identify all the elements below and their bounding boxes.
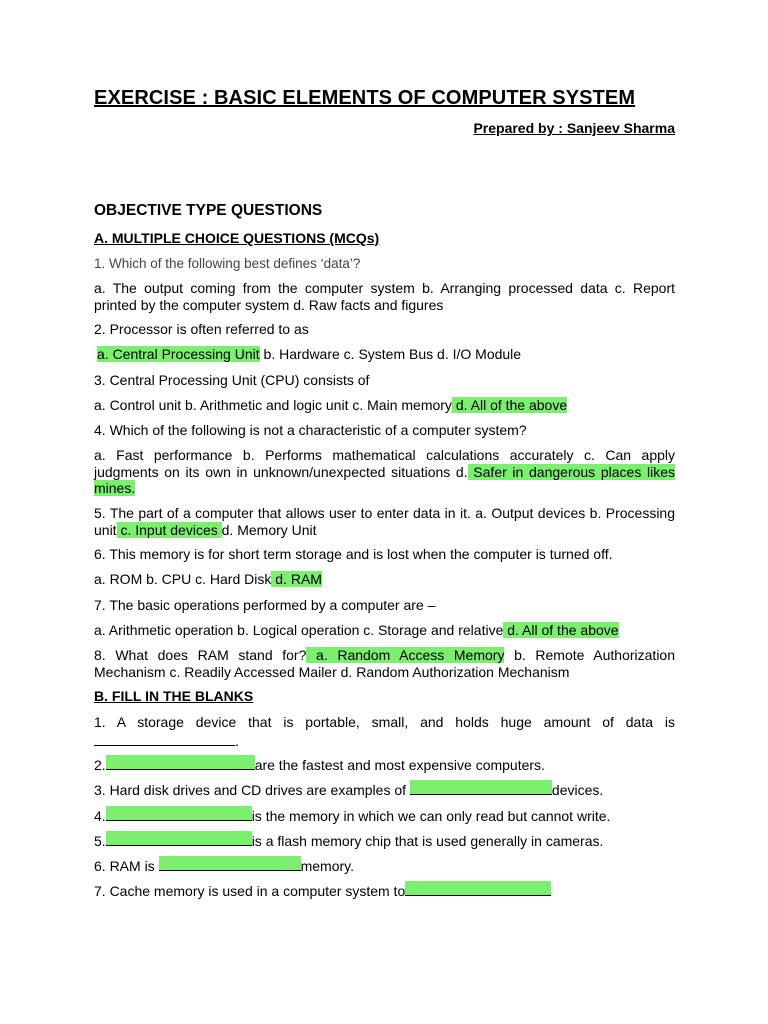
fill-heading: B. FILL IN THE BLANKS (94, 688, 254, 704)
mcq-5-answer-highlight: c. Input devices (116, 521, 222, 538)
fill-5-text: is a flash memory chip that is used generally in cameras. (251, 833, 604, 849)
mcq-2-options (94, 346, 675, 363)
fill-2-text: are the fastest and most expensive computers. (254, 757, 545, 773)
mcq-heading: A. MULTIPLE CHOICE QUESTIONS (MCQs) (94, 230, 380, 246)
mcq-2-rest: b. Hardware c. System Bus d. I/O Module (259, 346, 522, 362)
mcq-8-rest: b. Remote Authorization Mechanism c. Readily Accessed Mailer d. Random Authorization Mechanism (94, 647, 676, 680)
fill-5-number: 5. (94, 833, 106, 849)
mcq-8-block (94, 647, 675, 680)
fill-7-line (94, 881, 675, 900)
fill-1-block (94, 714, 675, 749)
fill-6-line (94, 856, 675, 875)
mcq-3-choices: a. Control unit b. Arithmetic and logic unit c. Main memory (94, 397, 452, 413)
fill-1-end: . (235, 732, 239, 749)
mcq-5-question: 5. The part of a computer that allows user to enter data in it. a. Output devices b. Processing unit (94, 505, 675, 538)
fill-3-text: 3. Hard disk drives and CD drives are examples of (94, 782, 410, 798)
mcq-5-rest: d. Memory Unit (221, 521, 317, 538)
mcq-7-choices: a. Arithmetic operation b. Logical operation c. Storage and relative (94, 622, 504, 638)
mcq-8-answer-highlight: a. Random Access Memory (306, 647, 505, 663)
mcq-2-answer-highlight: a. Central Processing Unit (97, 346, 260, 362)
fill-2-number: 2. (94, 757, 106, 773)
mcq-6-answer-highlight: d. RAM (271, 571, 322, 587)
fill-6-blank[interactable] (159, 856, 301, 871)
fill-4-number: 4. (94, 808, 106, 824)
fill-3-line (94, 780, 675, 799)
mcq-1-question: 1. Which of the following best defines ‘data’? (94, 256, 361, 271)
mcq-4-options (94, 447, 675, 497)
mcq-4-choices: a. Fast performance b. Performs mathematical calculations accurately c. Can apply judgments on its own in unknown/unexpected situations d. (94, 447, 675, 480)
mcq-6-options (94, 571, 675, 588)
mcq-5-block (94, 505, 675, 538)
fill-1-blank[interactable] (94, 731, 235, 746)
fill-4-line (94, 806, 675, 825)
objective-heading: OBJECTIVE TYPE QUESTIONS (94, 202, 323, 219)
fill-2-line (94, 755, 675, 774)
author-credit: Prepared by : Sanjeev Sharma (473, 120, 675, 136)
mcq-1-options: a. The output coming from the computer system b. Arranging processed data c. Report printed by the computer system d. Raw facts and figures (94, 280, 675, 313)
fill-4-blank[interactable] (106, 806, 252, 821)
fill-7-text: 7. Cache memory is used in a computer system to (94, 883, 406, 899)
mcq-2-question: 2. Processor is often referred to as (94, 321, 309, 337)
fill-5-line (94, 831, 675, 850)
mcq-4-answer-highlight: Safer in dangerous places likes mines. (94, 463, 675, 496)
mcq-3-question: 3. Central Processing Unit (CPU) consists of (94, 372, 370, 388)
fill-3-end: devices. (551, 782, 604, 798)
fill-1-text: 1. A storage device that is portable, small, and holds huge amount of data is (94, 714, 675, 730)
mcq-4-question: 4. Which of the following is not a characteristic of a computer system? (94, 422, 527, 438)
fill-3-blank[interactable] (410, 780, 552, 795)
mcq-8-question: 8. What does RAM stand for? (94, 647, 307, 663)
fill-5-blank[interactable] (106, 831, 252, 846)
mcq-7-answer-highlight: d. All of the above (503, 622, 619, 638)
fill-6-end: memory. (300, 858, 354, 874)
mcq-7-question: 7. The basic operations performed by a computer are – (94, 597, 436, 613)
mcq-3-options (94, 397, 675, 414)
page-title: EXERCISE : BASIC ELEMENTS OF COMPUTER SYSTEM (94, 87, 636, 109)
mcq-6-question: 6. This memory is for short term storage and is lost when the computer is turned off. (94, 546, 613, 562)
fill-6-text: 6. RAM is (94, 858, 159, 874)
fill-2-blank[interactable] (106, 755, 255, 770)
mcq-7-options (94, 622, 675, 639)
fill-4-text: is the memory in which we can only read but cannot write. (251, 808, 611, 824)
mcq-6-choices: a. ROM b. CPU c. Hard Disk (94, 571, 272, 587)
mcq-3-answer-highlight: d. All of the above (451, 397, 568, 413)
fill-7-blank[interactable] (405, 881, 551, 896)
